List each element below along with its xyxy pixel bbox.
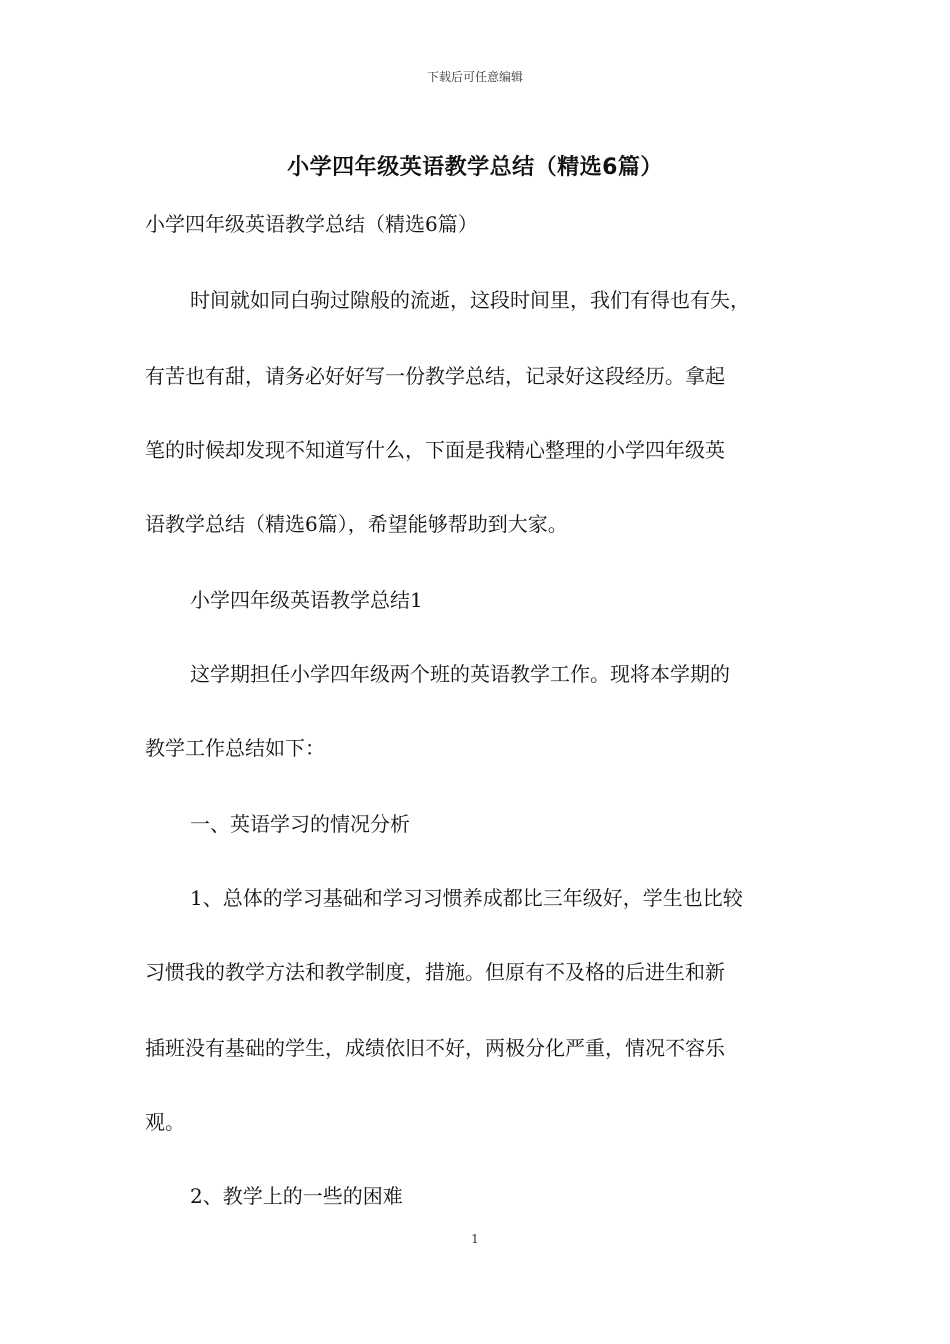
subtitle-line: 小学四年级英语教学总结（精选6篇） [145, 212, 478, 236]
page-number: 1 [471, 1232, 479, 1246]
paragraph-line: 有苦也有甜，请务必好好写一份教学总结，记录好这段经历。拿起 [145, 364, 725, 388]
paragraph-line: 这学期担任小学四年级两个班的英语教学工作。现将本学期的 [190, 662, 730, 686]
paragraph-line: 笔的时候却发现不知道写什么，下面是我精心整理的小学四年级英 [145, 438, 725, 462]
paragraph-line: 插班没有基础的学生，成绩依旧不好，两极分化严重，情况不容乐 [145, 1036, 725, 1060]
paragraph-line: 时间就如同白驹过隙般的流逝，这段时间里，我们有得也有失， [190, 288, 750, 312]
paragraph-line: 习惯我的教学方法和教学制度，措施。但原有不及格的后进生和新 [145, 960, 725, 984]
paragraph-line: 教学工作总结如下： [145, 736, 325, 760]
header-note: 下载后可任意编辑 [426, 70, 523, 84]
paragraph-line: 1、总体的学习基础和学习习惯养成都比三年级好，学生也比较 [190, 886, 743, 910]
section-heading: 2、教学上的一些的困难 [190, 1184, 403, 1208]
paragraph-line: 观。 [145, 1110, 185, 1134]
paragraph-line: 语教学总结（精选6篇），希望能够帮助到大家。 [145, 512, 568, 536]
section-heading: 一、英语学习的情况分析 [190, 812, 410, 836]
section-heading: 小学四年级英语教学总结1 [190, 588, 423, 612]
document-title: 小学四年级英语教学总结（精选6篇） [287, 155, 663, 180]
